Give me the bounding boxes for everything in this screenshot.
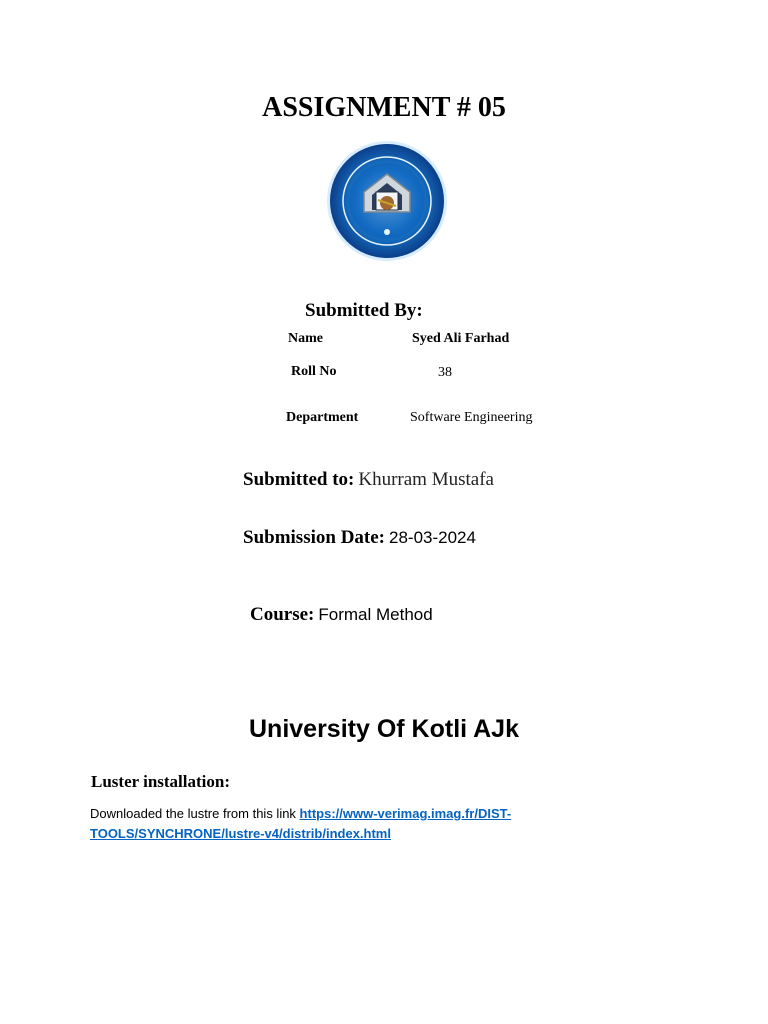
name-label: Name (288, 331, 323, 346)
submission-date-value: 28-03-2024 (389, 528, 476, 547)
installation-paragraph (90, 804, 560, 844)
roll-value: 38 (438, 365, 452, 380)
paragraph-text: Downloaded the lustre from this link (90, 806, 300, 821)
course-label: Course: (250, 604, 315, 625)
course-value: Formal Method (318, 605, 433, 624)
submission-date-label: Submission Date: (243, 527, 385, 548)
university-name: University Of Kotli AJk (249, 715, 519, 743)
section-heading: Luster installation: (91, 772, 231, 791)
submitted-to-label: Submitted to: (243, 469, 355, 490)
department-value: Software Engineering (410, 410, 533, 425)
submission-date-line (243, 527, 476, 549)
submitted-by-heading: Submitted By: (305, 300, 423, 321)
lustre-download-link[interactable]: https://www-verimag.imag.fr/DIST-TOOLS/SYNCHRONE/lustre-v4/distrib/index.html (90, 806, 512, 841)
department-label: Department (286, 410, 359, 425)
page-title: ASSIGNMENT # 05 (262, 92, 506, 123)
roll-label: Roll No (291, 364, 337, 379)
submitted-to-value: Khurram Mustafa (358, 469, 494, 490)
course-line (250, 604, 433, 626)
submitted-to-line (243, 469, 494, 491)
name-value: Syed Ali Farhad (412, 331, 510, 346)
university-seal-logo (326, 140, 448, 262)
